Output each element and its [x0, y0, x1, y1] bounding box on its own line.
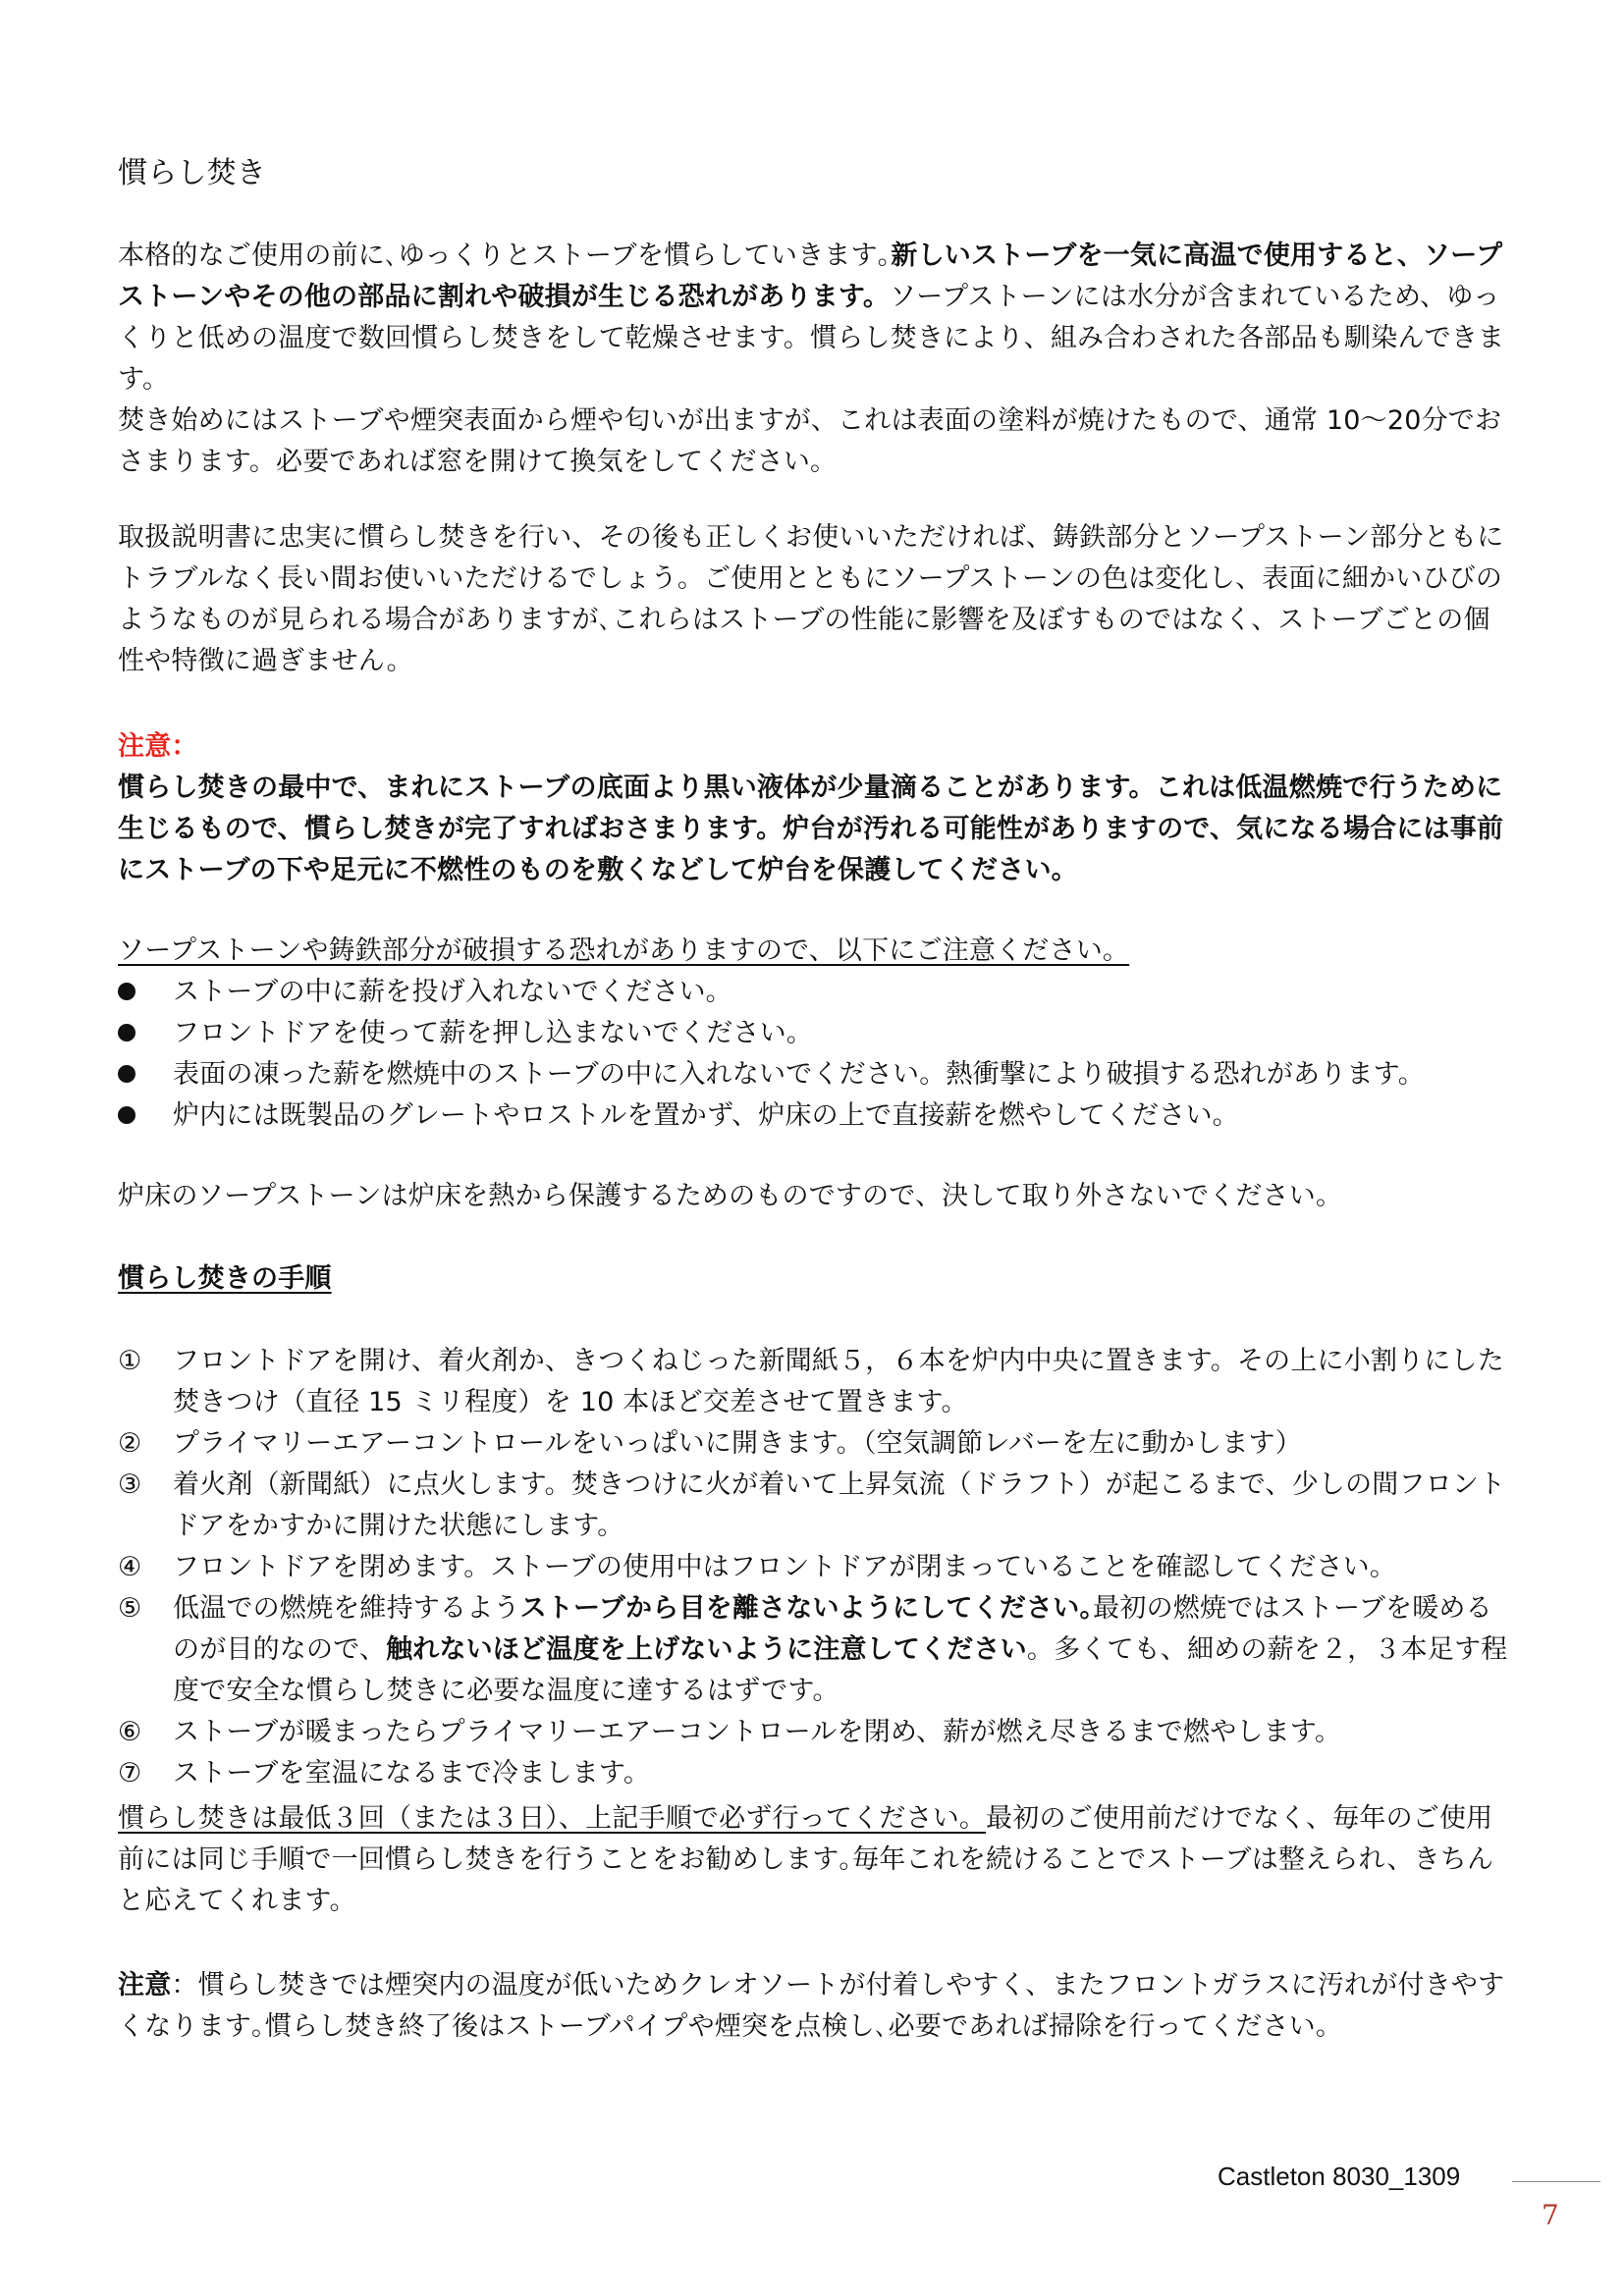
- footer-doc-id: Castleton 8030_1309: [1218, 2162, 1461, 2191]
- repeat-text: 最初のご使用前だけでなく、毎年のご使用前には同じ手順で一回慣らし焚きを行うことをお勧めします｡毎年これを続けることでストーブは整えられ、きちんと応えてくれます。: [118, 1803, 1494, 1916]
- intro-paragraph: [118, 236, 1512, 483]
- hearth-note: 炉床のソープストーンは炉床を熱から保護するためのものですので、決して取り外さないでください。: [118, 1181, 1343, 1211]
- page-number: 7: [1542, 2199, 1559, 2231]
- list-item: ストーブの中に薪を投げ入れないでください。: [118, 972, 1512, 1013]
- bullet-icon: [118, 1024, 135, 1041]
- intro-text-2: ソープストーンには水分が含まれているため、ゆっくりと低めの温度で数回慣らし焚きをして乾燥させます。慣らし焚きにより、組み合わされた各部品も馴染んできます。: [118, 282, 1505, 395]
- repeat-underlined: 慣らし焚きは最低３回（または３日）、上記手順で必ず行ってください。: [118, 1803, 987, 1834]
- caution-block: [118, 726, 1512, 891]
- list-item: 炉内には既製品のグレートやロストルを置かず、炉床の上で直接薪を燃やしてください。: [118, 1095, 1512, 1137]
- procedure-steps: [118, 1341, 1512, 1794]
- footer-divider: [1512, 2181, 1600, 2182]
- list-item: フロントドアを使って薪を押し込まないでください。: [118, 1013, 1512, 1054]
- final-note-text: ：慣らし焚きでは煙突内の温度が低いためクレオソートが付着しやすく、またフロントガラスに汚れが付きやすくなります｡慣らし焚き終了後はストーブパイプや煙突を点検し､必要であれば掃除を行ってください。: [118, 1970, 1505, 2042]
- intro-text-3: 焚き始めにはストーブや煙突表面から煙や匂いが出ますが、これは表面の塗料が焼けたもので、通常 10〜20分でおさまります。必要であれば窓を開けて換気をしてください。: [118, 405, 1502, 477]
- step-item: ② プライマリーエアーコントロールをいっぱいに開きます。（空気調節レバーを左に動かします）: [118, 1428, 1302, 1459]
- step-item: ① フロントドアを開け、着火剤か、きつくねじった新聞紙５，６本を炉内中央に置きます。その上に小割りにした焚きつけ（直径 15 ミリ程度）を 10 本ほど交差させて置きます。: [118, 1346, 1504, 1417]
- warning-block: [118, 931, 1512, 1137]
- intro-bold-warning: 新しいストーブを一気に高温で使用すると、ソープストーンやその他の部品に割れや破損が生じる恐れがあります。: [118, 240, 1503, 312]
- step-item: ⑥ ストーブが暖まったらプライマリーエアーコントロールを閉め、薪が燃え尽きるまで燃やします。: [118, 1717, 1342, 1747]
- final-note-label: 注意: [118, 1970, 172, 2001]
- durability-paragraph: 取扱説明書に忠実に慣らし焚きを行い、その後も正しくお使いいただければ、鋳鉄部分とソープストーン部分ともにトラブルなく長い間お使いいただけるでしょう。ご使用とともにソープストーンの色は変化し、表面に細かいひびのようなものが見られる場合がありますが､これらはストーブの性能に影響を及ぼすものではなく、ストーブごとの個性や特徴に過ぎません。: [118, 522, 1504, 676]
- repeat-paragraph: [118, 1798, 1512, 1922]
- warning-heading: ソープストーンや鋳鉄部分が破損する恐れがありますので、以下にご注意ください。: [118, 935, 1130, 966]
- bullet-icon: [118, 1106, 135, 1124]
- final-note: [118, 1965, 1512, 2048]
- list-item: 表面の凍った薪を燃焼中のストーブの中に入れないでください。熱衝撃により破損する恐れがあります。: [118, 1054, 1512, 1095]
- step-item: ⑦ ストーブを室温になるまで冷まします。: [118, 1758, 651, 1789]
- step-item: ⑤ 低温での燃焼を維持するようストーブから目を離さないようにしてください｡最初の燃焼ではストーブを暖めるのが目的なので、触れないほど温度を上げないように注意してください。多くても、細めの薪を２，３本足す程度で安全な慣らし焚きに必要な温度に達するはずです。: [118, 1593, 1508, 1706]
- section-title: 慣らし焚き: [118, 156, 266, 190]
- caution-label: 注意：: [118, 731, 198, 762]
- step-item: ④ フロントドアを閉めます。ストーブの使用中はフロントドアが閉まっていることを確認してください。: [118, 1552, 1397, 1582]
- bullet-icon: [118, 983, 135, 1000]
- procedure-heading: 慣らし焚きの手順: [118, 1263, 332, 1294]
- caution-text: 慣らし焚きの最中で、まれにストーブの底面より黒い液体が少量滴ることがあります。これは低温燃焼で行うために生じるもので、慣らし焚きが完了すればおさまります。炉台が汚れる可能性がありますので、気になる場合には事前にストーブの下や足元に不燃性のものを敷くなどして炉台を保護してください。: [118, 773, 1504, 885]
- intro-text-1: 本格的なご使用の前に､ゆっくりとストーブを慣らしていきます｡: [118, 240, 892, 271]
- step-item: ③ 着火剤（新聞紙）に点火します。焚きつけに火が着いて上昇気流（ドラフト）が起こるまで、少しの間フロントドアをかすかに開けた状態にします。: [118, 1469, 1506, 1541]
- bullet-icon: [118, 1065, 135, 1083]
